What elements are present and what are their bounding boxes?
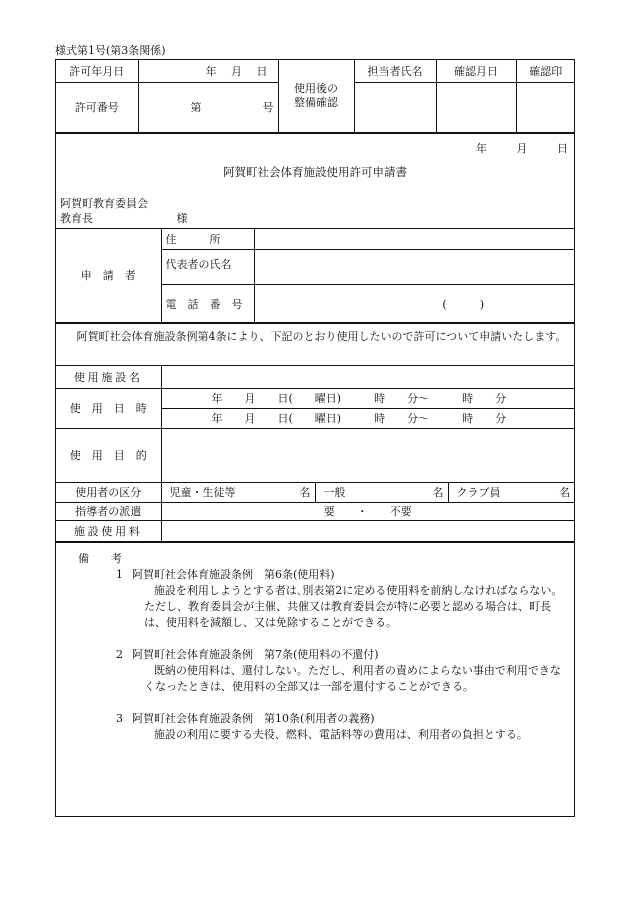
usage-details — [56, 366, 574, 543]
date-month: 月 — [516, 141, 528, 155]
official-header — [56, 60, 574, 134]
note-heading: 阿賀町社会体育施設条例 第7条(使用料の不還付) — [132, 647, 379, 661]
facility-field[interactable] — [161, 366, 574, 388]
purpose-field[interactable] — [161, 428, 574, 482]
note-number: 1 — [116, 567, 123, 581]
form-id: 様式第1号(第3条関係) — [55, 44, 166, 57]
permit-no-suffix: 号 — [262, 101, 274, 114]
category-general-count[interactable] — [418, 482, 448, 502]
confirm-seal-label: 確認印 — [516, 60, 575, 82]
confirm-seal-field[interactable] — [516, 82, 575, 132]
permit-no-prefix: 第 — [190, 101, 202, 114]
note-number: 2 — [116, 647, 123, 661]
purpose-label: 使 用 目 的 — [56, 428, 161, 482]
unit-general: 名 — [432, 486, 444, 499]
datetime-field-2[interactable]: 年 月 日( 曜日) 時 分〜 時 分 — [161, 408, 574, 428]
datetime-label: 使 用 日 時 — [56, 388, 161, 428]
address-field[interactable] — [254, 229, 574, 250]
application-statement: 阿賀町社会体育施設条例第4条により、下記のとおり使用したいので許可について申請いたします。 — [56, 324, 574, 366]
note-body: 既納の使用料は、還付しない。ただし、利用者の責めによらない事由で利用できなくなったときは、使用料の全部又は一部を還付することができる。 — [144, 663, 561, 693]
instructor-field[interactable]: 要 ・ 不要 — [161, 502, 574, 520]
address-label: 住 所 — [161, 229, 254, 250]
applicant-label: 申 請 者 — [56, 229, 161, 323]
notes-label: 備 考 — [78, 551, 122, 565]
permit-date-label: 許可年月日 — [56, 60, 138, 82]
note-heading: 阿賀町社会体育施設条例 第6条(使用料) — [132, 567, 335, 581]
fee-label: 施設使用料 — [56, 520, 161, 541]
category-club-count[interactable] — [543, 482, 574, 502]
note-number: 3 — [116, 711, 123, 725]
document-title: 阿賀町社会体育施設使用許可申請書 — [223, 164, 407, 179]
note-heading: 阿賀町社会体育施設条例 第10条(利用者の義務) — [132, 711, 375, 725]
note-item — [116, 567, 566, 631]
unit-children: 名 — [299, 486, 311, 499]
date-day: 日 — [557, 141, 568, 155]
confirm-date-label: 確認月日 — [436, 60, 516, 82]
category-children: 児童・生徒等 — [161, 482, 285, 502]
person-name-label: 担当者氏名 — [354, 60, 436, 82]
facility-label: 使用施設名 — [56, 366, 161, 388]
note-item — [116, 647, 566, 695]
category-general: 一般 — [315, 482, 418, 502]
addressee-line1: 阿賀町教育委員会 — [60, 196, 148, 210]
note-body: 施設を利用しようとする者は､別表第2に定める使用料を前納しなければならない。ただし、教育委員会が主催、共催又は教育委員会が特に必要と認める場合は、町長は、使用料を減額し、又は免除することができる。 — [144, 583, 563, 629]
addressee-honorific: 様 — [176, 211, 188, 225]
permit-date-field[interactable]: 年 月 日 — [138, 60, 278, 82]
application-header — [56, 134, 574, 229]
person-name-field[interactable] — [354, 82, 436, 132]
fee-field[interactable] — [161, 520, 574, 541]
instructor-label: 指導者の派遣 — [56, 502, 161, 520]
rep-name-label: 代表者の氏名 — [161, 250, 254, 285]
unit-club: 名 — [559, 486, 571, 499]
category-club: クラブ員 — [448, 482, 543, 502]
phone-label: 電 話 番 号 — [161, 285, 254, 323]
datetime-field-1[interactable]: 年 月 日( 曜日) 時 分〜 時 分 — [161, 388, 574, 408]
post-use-check-label: 使用後の 整備確認 — [278, 60, 354, 132]
application-form — [55, 59, 575, 817]
notes-section — [56, 543, 574, 743]
category-children-count[interactable] — [285, 482, 315, 502]
phone-paren: ( ) — [442, 297, 484, 311]
permit-no-label: 許可番号 — [56, 82, 138, 132]
confirm-date-field[interactable] — [436, 82, 516, 132]
rep-name-field[interactable] — [254, 250, 574, 285]
application-date[interactable] — [476, 140, 568, 156]
applicant-section — [56, 229, 574, 325]
category-label: 使用者の区分 — [56, 482, 161, 502]
phone-field[interactable] — [254, 285, 574, 323]
addressee-line2: 教育長 様 — [60, 211, 188, 225]
date-year: 年 — [476, 141, 487, 155]
note-body: 施設の利用に要する夫役、燃料、電話料等の費用は、利用者の負担とする。 — [153, 727, 528, 741]
note-item — [116, 711, 566, 743]
permit-no-field[interactable] — [138, 82, 278, 132]
